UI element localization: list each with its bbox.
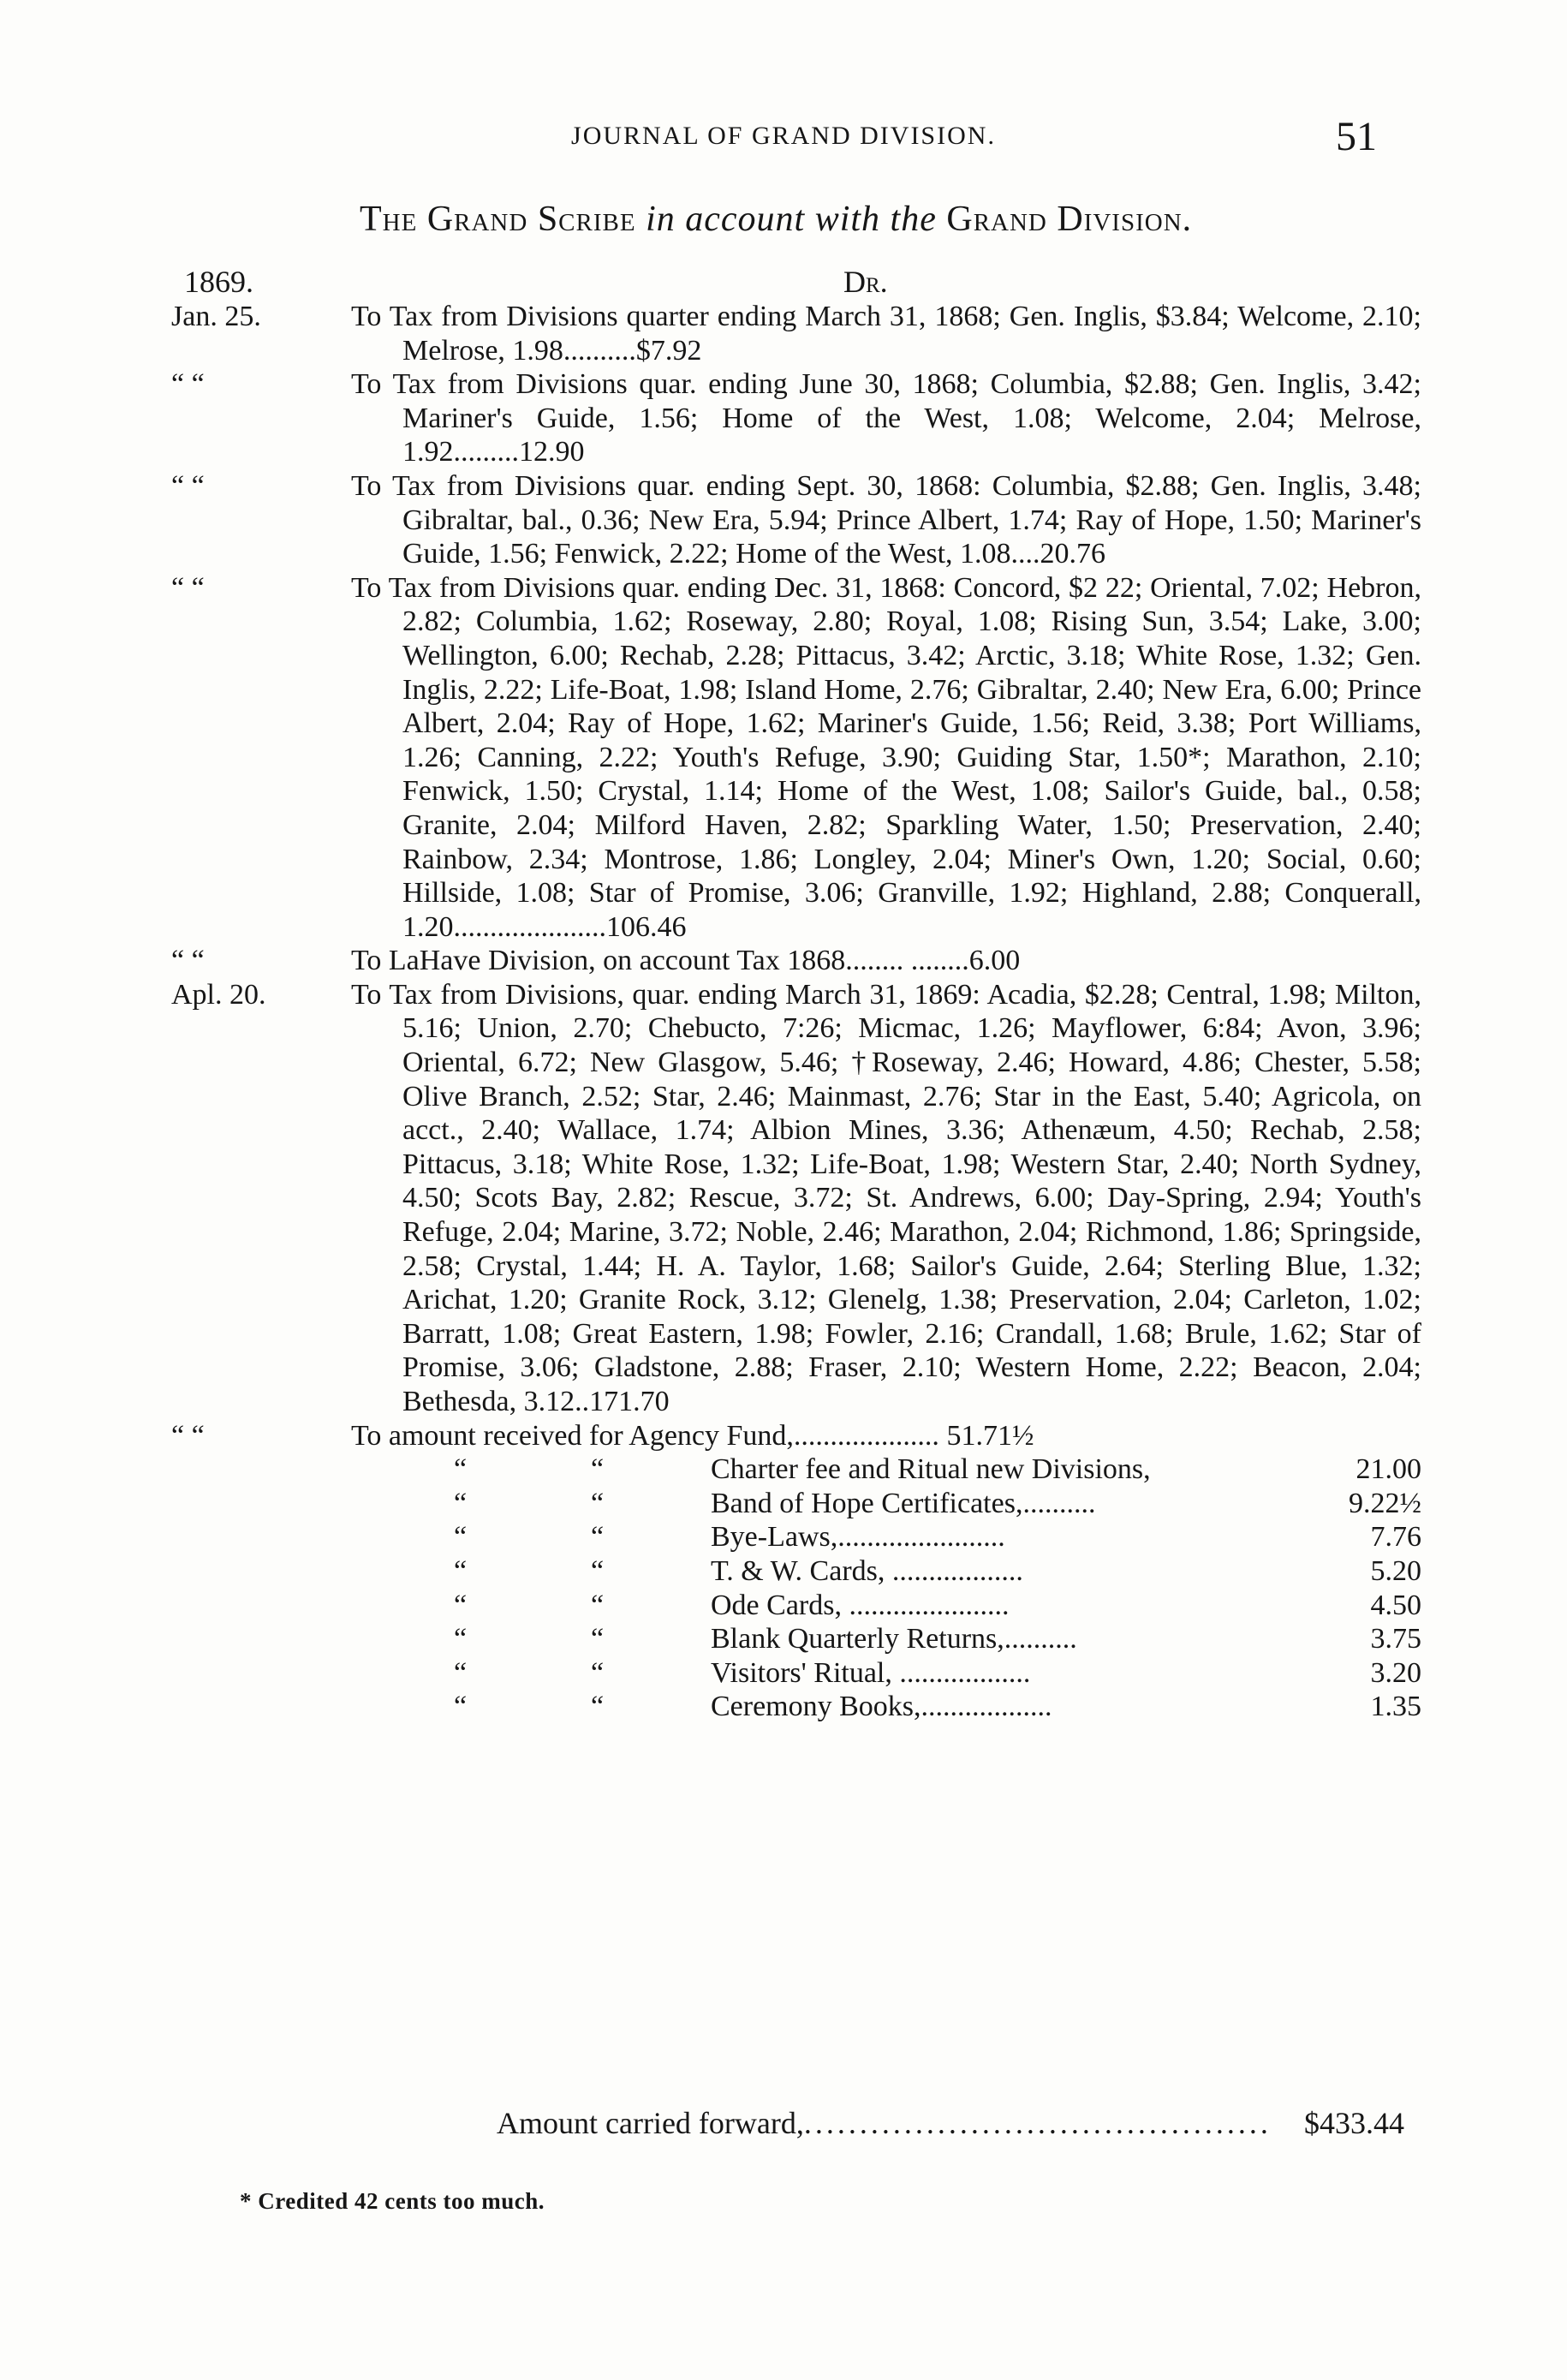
ditto-mark: “ bbox=[591, 1554, 605, 1587]
entry-description: To Tax from Divisions quar. ending June 30, 1868; Columbia, $2.88; Gen. Inglis, 3.42; Mariner's Guide, 1.56; Home of the West, 1.08; Welcome, 2.04; Melrose, 1.92......... bbox=[351, 368, 1421, 468]
page-number: 51 bbox=[1336, 114, 1377, 159]
entry-amount: $7.92 bbox=[635, 334, 702, 367]
ledger-entry bbox=[171, 571, 1421, 945]
running-title: JOURNAL OF GRAND DIVISION. bbox=[571, 122, 996, 150]
ditto-mark: “ bbox=[454, 1554, 468, 1587]
entry-date: “ “ bbox=[171, 1419, 205, 1452]
footnote: * Credited 42 cents too much. bbox=[240, 2188, 545, 2214]
ledger-entry bbox=[171, 367, 1421, 469]
heading-grand-division: Grand Division. bbox=[946, 200, 1193, 239]
ditto-mark: “ bbox=[591, 1589, 605, 1621]
sub-item-row bbox=[171, 1656, 1421, 1691]
sub-item-row bbox=[171, 1520, 1421, 1554]
ledger-entry bbox=[171, 978, 1421, 1419]
entry-description: To Tax from Divisions quar. ending Dec. 31, 1868: Concord, $2 22; Oriental, 7.02; Hebron, 2.82; Columbia, 1.62; Roseway, 2.80; Royal, 1.08; Rising Sun, 3.54; Lake, 3.00; Wellington, 6.00; Rechab, 2.28; Pittacus, 3.42; Arctic, 3.18; White Rose, 1.32; Gen. Inglis, 2.22; Life-Boat, 1.98; Island Home, 2.76; Gibraltar, 2.40; New Era, 6.00; Prince Albert, 2.04; Ray of Hope, 1.62; Mariner's Guide, 1.56; Reid, 3.38; Port Williams, 1.26; Canning, 2.22; Youth's Refuge, 3.90; Guiding Star, 1.50*; Marathon, 2.10; Fenwick, 1.50; Crystal, 1.14; Home of the West, 1.08; Sailor's Guide, bal., 0.58; Granite, 2.04; Milford Haven, 2.82; Sparkling Water, 1.50; Preservation, 2.40; Rainbow, 2.34; Montrose, 1.86; Longley, 2.04; Miner's Own, 1.20; Social, 0.60; Hillside, 1.08; Star of Promise, 3.06; Granville, 1.92; Highland, 2.88; Conquerall, 1.20..................... bbox=[351, 571, 1421, 943]
sub-item-amount: 5.20 bbox=[1370, 1554, 1421, 1587]
entry-amount: 12.90 bbox=[519, 436, 585, 468]
entry-amount: 20.76 bbox=[1040, 538, 1106, 570]
entry-description: To Tax from Divisions quarter ending March 31, 1868; Gen. Inglis, $3.84; Welcome, 2.10; Melrose, 1.98.......... bbox=[351, 301, 1421, 367]
year-label: 1869. bbox=[184, 265, 253, 299]
entry-date: “ “ bbox=[171, 469, 205, 502]
ditto-mark: “ bbox=[454, 1589, 468, 1621]
entry-text bbox=[351, 469, 1421, 571]
sub-item-label: Ceremony Books,.................. bbox=[711, 1691, 1052, 1723]
ditto-mark: “ bbox=[454, 1487, 468, 1519]
entry-date: Jan. 25. bbox=[171, 301, 261, 332]
sub-item-label: Visitors' Ritual, .................. bbox=[711, 1656, 1031, 1689]
sub-item-label: Bye-Laws,....................... bbox=[711, 1521, 1005, 1554]
ledger-entry bbox=[171, 944, 1421, 978]
sub-item-label: T. & W. Cards, .................. bbox=[711, 1554, 1023, 1587]
ditto-mark: “ bbox=[591, 1691, 605, 1723]
entry-text bbox=[351, 1419, 1421, 1453]
entry-amount: 106.46 bbox=[606, 910, 687, 943]
sub-item-label: Charter fee and Ritual new Divisions, bbox=[711, 1453, 1151, 1486]
account-heading bbox=[360, 199, 1430, 240]
entry-amount: 51.71½ bbox=[946, 1419, 1034, 1452]
carried-forward-label: Amount carried forward, bbox=[497, 2106, 804, 2140]
ledger-body bbox=[171, 300, 1421, 1724]
sub-item-row bbox=[171, 1554, 1421, 1589]
sub-item-amount: 1.35 bbox=[1370, 1691, 1421, 1723]
entry-text bbox=[351, 367, 1421, 469]
carried-forward-line bbox=[497, 2105, 1404, 2141]
sub-item-amount: 3.20 bbox=[1370, 1656, 1421, 1689]
sub-item-label: Band of Hope Certificates,.......... bbox=[711, 1487, 1096, 1519]
entry-amount: 6.00 bbox=[968, 945, 1021, 977]
entry-text bbox=[351, 571, 1421, 945]
entry-description: To Tax from Divisions, quar. ending March 31, 1869: Acadia, $2.28; Central, 1.98; Milton, 5.16; Union, 2.70; Chebucto, 7:26; Micmac, 1.26; Mayflower, 6:84; Avon, 3.96; Oriental, 6.72; New Glasgow, 5.46; †Roseway, 2.46; Howard, 4.86; Chester, 5.58; Olive Branch, 2.52; Star, 2.46; Mainmast, 2.76; Star in the East, 5.40; Agricola, on acct., 2.40; Wallace, 1.74; Albion Mines, 3.36; Athenæum, 4.50; Rechab, 2.58; Pittacus, 3.18; White Rose, 1.32; Life-Boat, 1.98; Western Star, 2.40; North Sydney, 4.50; Scots Bay, 2.82; Rescue, 3.72; St. Andrews, 6.00; Day-Spring, 2.94; Youth's Refuge, 2.04; Marine, 3.72; Noble, 2.46; Marathon, 2.04; Richmond, 1.86; Springside, 2.58; Crystal, 1.44; H. A. Taylor, 1.68; Sailor's Guide, 2.64; Sterling Blue, 1.32; Arichat, 1.20; Granite Rock, 3.12; Glenelg, 1.38; Preservation, 2.04; Carleton, 1.02; Barratt, 1.08; Great Eastern, 1.98; Fowler, 2.16; Crandall, 1.68; Brule, 1.62; Star of Promise, 3.06; Gladstone, 2.88; Fraser, 2.10; Western Home, 2.22; Beacon, 2.04; Bethesda, 3.12.. bbox=[351, 978, 1421, 1417]
entry-description: To LaHave Division, on account Tax 1868........ ........ bbox=[351, 945, 969, 977]
agency-fund-entry bbox=[171, 1419, 1421, 1453]
ditto-mark: “ bbox=[454, 1691, 468, 1723]
sub-item-row bbox=[171, 1690, 1421, 1724]
sub-item-row bbox=[171, 1589, 1421, 1623]
entry-date: “ “ bbox=[171, 945, 205, 977]
sub-item-row bbox=[171, 1622, 1421, 1656]
entry-date: “ “ bbox=[171, 571, 205, 604]
sub-item-row bbox=[171, 1487, 1421, 1521]
entry-text bbox=[351, 944, 1421, 978]
sub-item-label: Ode Cards, ...................... bbox=[711, 1589, 1010, 1621]
ditto-mark: “ bbox=[591, 1453, 605, 1486]
debit-column-head: Dr. bbox=[843, 265, 888, 299]
sub-item-amount: 3.75 bbox=[1370, 1623, 1421, 1655]
ditto-mark: “ bbox=[591, 1487, 605, 1519]
ditto-mark: “ bbox=[454, 1453, 468, 1486]
ditto-mark: “ bbox=[591, 1521, 605, 1554]
entry-date: Apl. 20. bbox=[171, 978, 266, 1011]
entry-amount: 171.70 bbox=[589, 1386, 670, 1417]
heading-in-account: in account with the bbox=[646, 200, 937, 239]
leader-dots: .......................................... bbox=[803, 2106, 1272, 2140]
ditto-mark: “ bbox=[591, 1656, 605, 1689]
sub-item-amount: 9.22½ bbox=[1349, 1487, 1421, 1519]
ditto-mark: “ bbox=[454, 1623, 468, 1655]
carried-forward-amount: $433.44 bbox=[1304, 2106, 1404, 2140]
sub-item-amount: 7.76 bbox=[1370, 1521, 1421, 1554]
sub-item-label: Blank Quarterly Returns,.......... bbox=[711, 1623, 1077, 1655]
sub-item-amount: 21.00 bbox=[1355, 1453, 1421, 1486]
entry-date: “ “ bbox=[171, 368, 205, 401]
sub-item-row bbox=[171, 1452, 1421, 1487]
ledger-entry bbox=[171, 300, 1421, 367]
heading-grand-scribe: The Grand Scribe bbox=[360, 200, 636, 239]
entry-description: To amount received for Agency Fund,.................... bbox=[351, 1419, 939, 1452]
entry-description: To Tax from Divisions quar. ending Sept. 30, 1868: Columbia, $2.88; Gen. Inglis, 3.48; Gibraltar, bal., 0.36; New Era, 5.94; Prince Albert, 1.74; Ray of Hope, 1.50; Mariner's Guide, 1.56; Fenwick, 2.22; Home of the West, 1.08.... bbox=[351, 469, 1421, 570]
sub-item-amount: 4.50 bbox=[1370, 1589, 1421, 1621]
ditto-mark: “ bbox=[454, 1521, 468, 1554]
ledger-entry bbox=[171, 469, 1421, 571]
entry-text bbox=[351, 978, 1421, 1419]
running-head bbox=[0, 114, 1567, 161]
ditto-mark: “ bbox=[454, 1656, 468, 1689]
entry-text bbox=[351, 300, 1421, 367]
ditto-mark: “ bbox=[591, 1623, 605, 1655]
